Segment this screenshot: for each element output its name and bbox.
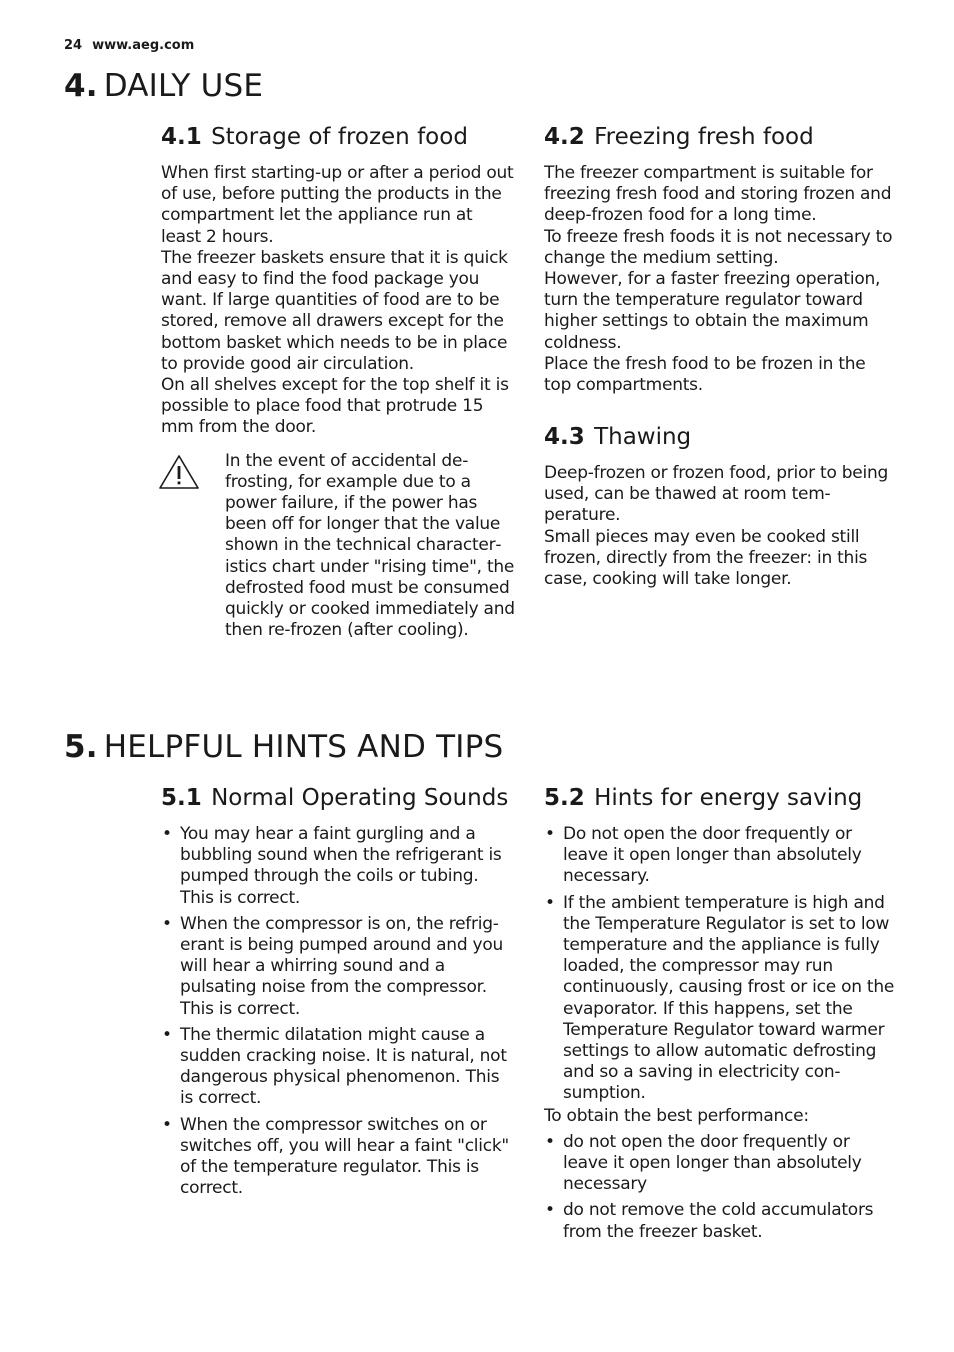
subsection-4-1 (161, 124, 516, 641)
subsection-4-2-body (544, 163, 894, 396)
paragraph: The freezer baskets ensure that it is quick and easy to find the food package you want. If large quantities of food are to be stored, remove all drawers except for the bottom basket which needs to be in place to provide good air circulation. (161, 247, 508, 374)
list-item: • When the compressor switches on or switches off, you will hear a faint "click" of the temperature regulator. This is correct. (161, 1115, 516, 1200)
performance-list (544, 1132, 896, 1243)
subsection-4-3-title: 4.3 Thawing (544, 424, 692, 450)
paragraph: The freezer compartment is suitable for freezing fresh food and storing frozen and deep-frozen food for a long time. (544, 163, 892, 226)
warning-text: In the event of accidental defrosting, for example due to a power failure, if the power has been off for longer that the value shown in the technical characteristics chart under "rising time", the defrosted food must be consumed quickly or cooked immediately and then re-frozen (after cooling). (225, 450, 515, 641)
subsection-5-2-title: 5.2 Hints for energy saving (544, 785, 863, 811)
list-item: • Do not open the door frequently or leave it open longer than absolutely necessary. (544, 824, 896, 888)
paragraph: Place the fresh food to be frozen in the top compartments. (544, 353, 866, 396)
paragraph: However, for a faster freezing operation, turn the temperature regulator toward higher settings to obtain the maximum coldness. (544, 269, 881, 353)
subsection-5-2 (544, 785, 896, 1248)
subsection-5-1-title: 5.1 Normal Operating Sounds (161, 785, 509, 811)
page-header (64, 38, 194, 53)
energy-list (544, 824, 896, 1105)
paragraph: To freeze fresh foods it is not necessary to change the medium setting. (544, 226, 893, 268)
list-item: • You may hear a faint gurgling and a bubbling sound when the refrigerant is pumped through the coils or tubing. This is correct. (161, 824, 516, 909)
paragraph: Deep-frozen or frozen food, prior to being used, can be thawed at room temperature. (544, 463, 889, 526)
list-item: • If the ambient temperature is high and the Temperature Regulator is set to low temperature and the appliance is fully loaded, the compressor may run continuously, causing frost or ice on the evaporator. If this happens, set the Temperature Regulator toward warmer settings to allow automatic defrosting and so a saving in electricity consumption. (544, 893, 896, 1105)
subsection-4-3 (544, 424, 894, 590)
warning-triangle-icon (157, 453, 201, 491)
warning-note (161, 451, 516, 642)
subsection-5-1 (161, 785, 516, 1204)
sounds-list (161, 824, 516, 1199)
list-item: • The thermic dilatation might cause a sudden cracking noise. It is natural, not dangerous physical phenomenon. This is correct. (161, 1025, 516, 1110)
performance-intro: To obtain the best performance: (544, 1105, 809, 1126)
subsection-4-3-body (544, 463, 894, 590)
paragraph: When first starting-up or after a period out of use, before putting the products in the compartment let the appliance run at least 2 hours. (161, 163, 514, 247)
section-5-title: 5. HELPFUL HINTS AND TIPS (64, 729, 504, 765)
paragraph: On all shelves except for the top shelf it is possible to place food that protrude 15 mm from the door. (161, 375, 509, 438)
section-4-number: 4. (64, 68, 98, 104)
list-item: • do not open the door frequently or leave it open longer than absolutely necessary (544, 1132, 896, 1196)
paragraph: Small pieces may even be cooked still frozen, directly from the freezer: in this case, cooking will take longer. (544, 526, 868, 590)
list-item: • do not remove the cold accumulators from the freezer basket. (544, 1200, 896, 1242)
subsection-4-1-title: 4.1 Storage of frozen food (161, 124, 468, 150)
list-item: • When the compressor is on, the refrigerant is being pumped around and you will hear a whirring sound and a pulsating noise from the compressor. This is correct. (161, 914, 516, 1020)
section-4-title: 4. DAILY USE (64, 68, 264, 104)
subsection-4-2 (544, 124, 894, 396)
subsection-4-1-body (161, 163, 516, 439)
website-url: www.aeg.com (92, 38, 195, 53)
subsection-4-2-title: 4.2 Freezing fresh food (544, 124, 814, 150)
page-number: 24 (64, 38, 83, 53)
section-5-number: 5. (64, 729, 98, 765)
